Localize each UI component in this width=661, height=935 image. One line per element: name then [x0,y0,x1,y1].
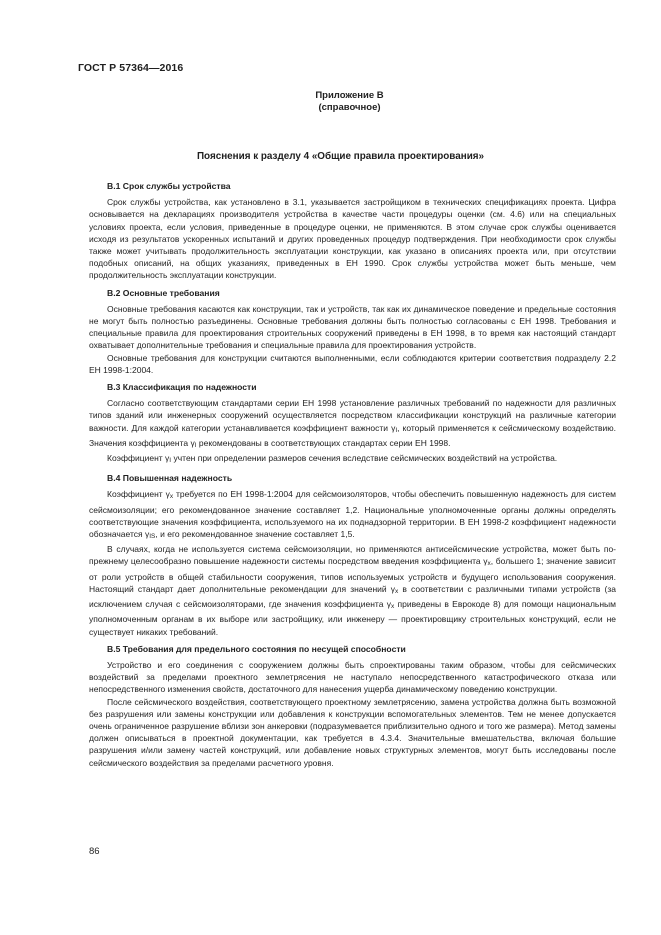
paragraph: Коэффициент γI учтен при определении размеров сечения вследствие сейсмических воздействий на устройства. [107,453,558,465]
paragraph: Основные требования касаются как конструкции, так и устройств, так как их динамическое поведение и предельные состояния не могут быть полностью разъединены. Основные требования должны быть полностью согласованы с ЕН 1998. Требования и специальные правила для проектирования строительных сооружений приведены в ЕН 1998, в то время как настоящий стандарт охватывает дополнительные требования и специальные правила для проектирования устройств. [89,303,616,351]
main-title: Пояснения к разделу 4 «Общие правила проектирования» [196,151,485,162]
paragraph: Устройство и его соединения с сооружением должны быть спроектированы таким образом, чтобы для сейсмических воздействий за пределами проектного землетрясения не наступало непосредственного катастрофического отказа или непосредственного изменения свойств, достаточного для нанесения ущерба динамическому поведению конструкции. [89,659,616,695]
section-title: В.2 Основные требования [107,287,220,298]
paragraph: Согласно соответствующим стандартами серии ЕН 1998 установление различных требований по надежности для различных типов зданий или инженерных сооружений осуществляется посредством классификации конструкций на различные категории важности. Для каждой категории устанавливается коэффициент важности γI, который применяется к сейсмическому воздействию. Значения коэффициента γI рекомендованы в соответствующих стандартах серии ЕН 1998. [89,398,616,449]
page-number: 86 [89,846,100,857]
paragraph: В случаях, когда не используется система сейсмоизоляции, но применяются антисейсмические устройства, может быть по-прежнему целесообразно повышение надежности системы посредством введения коэффициента γx, большего 1; значение зависит от роли устройств в общей стабильности сооружения, типов используемых устройств и будущего использования сооружения. Настоящий стандарт дает дополнительные рекомендации для значений γx в соответствии с различными типами устройств (за исключением случая с сейсмоизоляторами, где значения коэффициента γx приведены в Еврокоде 8) для помощи национальным уполномоченным органам в их выборе или застройщику, или инженеру — проектировщику строительных конструкций, если не существует никаких требований. [89,544,616,637]
standard-header: ГОСТ Р 57364—2016 [78,62,184,74]
paragraph: Коэффициент γx требуется по ЕН 1998-1:2004 для сейсмоизоляторов, чтобы обеспечить повышенную надежность для систем сейсмоизоляции; его рекомендованное значение составляет 1,2. Национальные уполномоченные органы должны определять соответствующие значения коэффициента, используемого на их поднадзорной территории. В ЕН 1998-2 коэффициент надежности обозначается γIS, и его рекомендованное значение составляет 1,5. [89,489,617,541]
document-body [89,180,616,769]
annex-type: (справочное) [318,102,381,113]
section-title: В.3 Классификация по надежности [107,382,257,393]
paragraph: Срок службы устройства, как установлено в 3.1, указывается застройщиком в технических спецификациях проекта. Цифра основывается на декларациях производителя устройства в качестве части процедуры оценки (см. 4.6) или на специальных условиях проекта, если условия, приведенные в процедуре оценки, не применяются. В этом случае срок службы оценивается исходя из результатов ускоренных испытаний и других проведенных процедур подтверждения. При необходимости срок службы также может учитывать продолжительность эксплуатации конструкции, как указано в описаниях проекта или, при отсутствии подобных описаний, на общих указаниях, приведенных в ЕН 1990. Срок службы устройства может быть меньше, чем продолжительность эксплуатации конструкции. [89,197,616,281]
paragraph: Основные требования для конструкции считаются выполненными, если соблюдаются критерии соответствия подразделу 2.2 ЕН 1998-1:2004. [89,352,616,375]
section-title: В.5 Требования для предельного состояния по несущей способности [107,643,406,654]
section-title: В.4 Повышенная надежность [107,473,233,484]
annex-title: Приложение В [315,90,384,101]
section-title: В.1 Срок службы устройства [107,181,231,191]
paragraph: После сейсмического воздействия, соответствующего проектному землетрясению, замена устройства должна быть возможной без разрушения или замены конструкции или добавления к конструкции вспомогательных элементов. Тем не менее допускается очень ограниченное разрушение вблизи зон анкеровки (подразумевается приблизительно одного и того же размера). Метод замены должен описываться в проектной документации, как требуется в 4.3.4. Значительные вмешательства, включая большие разрушения и/или замену частей конструкций, или добавление новых структурных элементов, могут быть исследованы после сейсмического воздействия за пределами расчетного уровня. [89,696,616,768]
annex-heading [0,90,661,114]
